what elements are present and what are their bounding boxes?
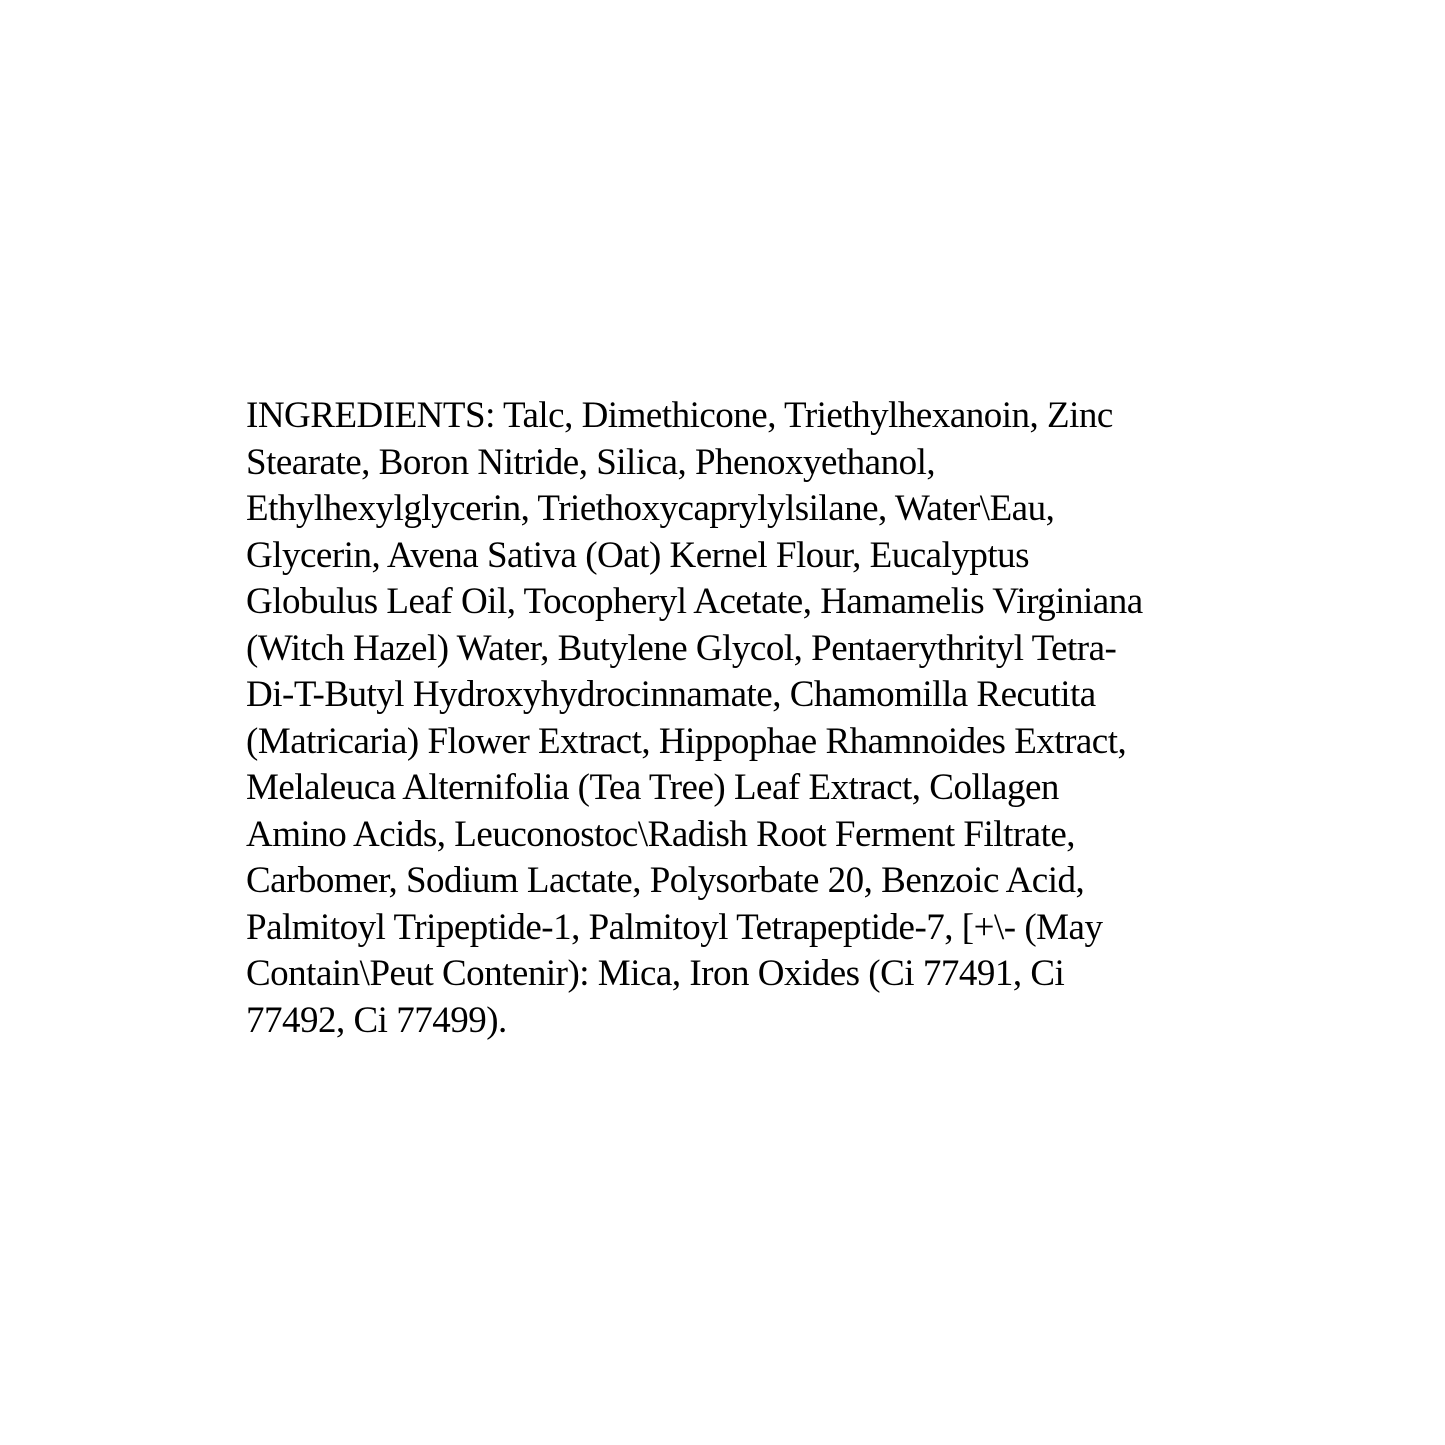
ingredients-line-4: Glycerin, Avena Sativa (Oat) Kernel Flour, Eucalyptus (246, 534, 1030, 576)
ingredients-line-5: Globulus Leaf Oil, Tocopheryl Acetate, Hamamelis Virginiana (246, 581, 1143, 622)
ingredients-line-2: Stearate, Boron Nitride, Silica, Phenoxyethanol, (246, 441, 936, 483)
ingredients-line-3: Ethylhexylglycerin, Triethoxycaprylylsilane, Water\Eau, (246, 488, 1055, 529)
ingredients-line-14: 77492, Ci 77499). (246, 999, 507, 1041)
ingredients-text-block (246, 393, 1236, 1044)
ingredients-line-12: Palmitoyl Tripeptide-1, Palmitoyl Tetrapeptide-7, [+\- (May (246, 906, 1103, 948)
ingredients-line-8: (Matricaria) Flower Extract, Hippophae Rhamnoides Extract, (246, 720, 1127, 762)
ingredients-line-1: INGREDIENTS: Talc, Dimethicone, Triethylhexanoin, Zinc (246, 395, 1113, 436)
ingredients-line-10: Amino Acids, Leuconostoc\Radish Root Ferment Filtrate, (246, 813, 1076, 855)
ingredients-line-13: Contain\Peut Contenir): Mica, Iron Oxides (Ci 77491, Ci (246, 953, 1065, 994)
ingredients-line-6: (Witch Hazel) Water, Butylene Glycol, Pentaerythrityl Tetra- (246, 627, 1117, 669)
ingredients-line-9: Melaleuca Alternifolia (Tea Tree) Leaf Extract, Collagen (246, 767, 1059, 808)
ingredients-line-11: Carbomer, Sodium Lactate, Polysorbate 20, Benzoic Acid, (246, 860, 1085, 901)
ingredients-line-7: Di-T-Butyl Hydroxyhydrocinnamate, Chamomilla Recutita (246, 674, 1096, 715)
